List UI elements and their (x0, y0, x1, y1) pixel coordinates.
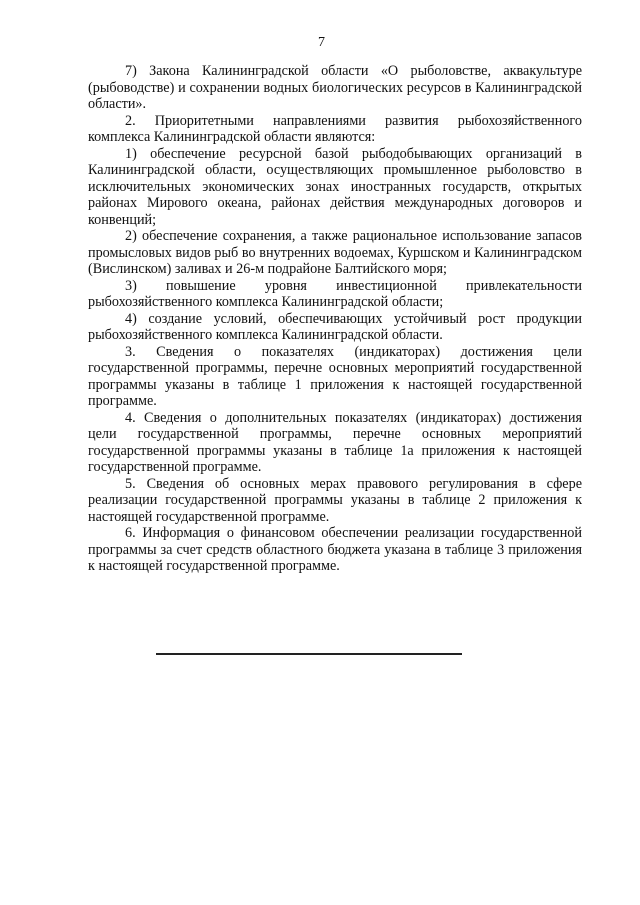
paragraph-priority-2: 2) обеспечение сохранения, а также рациональное использование запасов промысловых видов рыб во внутренних водоемах, Куршском и Калининградском (Вислинском) заливах и 26-м подрайоне Балтийского моря; (88, 228, 582, 277)
paragraph-priority-3: 3) повышение уровня инвестиционной привлекательности рыбохозяйственного комплекса Калининградской области; (88, 277, 582, 310)
paragraph-priority-1: 1) обеспечение ресурсной базой рыбодобывающих организаций в Калининградской области, осуществляющих промышленное рыболовство в исключительных экономических зонах иностранных государств, открытых районах Мирового океана, районах действия международных договоров и конвенций; (88, 145, 582, 228)
document-body (88, 63, 582, 575)
paragraph-section-3: 3. Сведения о показателях (индикаторах) достижения цели государственной программы, перечне основных мероприятий государственной программы указаны в таблице 1 приложения к настоящей государственной программе. (88, 343, 582, 409)
end-divider-line (156, 653, 462, 655)
paragraph-law-item-7: 7) Закона Калининградской области «О рыболовстве, аквакультуре (рыбоводстве) и сохранении водных биологических ресурсов в Калининградской области». (88, 63, 582, 112)
paragraph-section-4: 4. Сведения о дополнительных показателях (индикаторах) достижения цели государственной программы, перечне основных мероприятий государственной программы указаны в таблице 1а приложения к настоящей государственной программе. (88, 409, 582, 475)
paragraph-priorities-intro: 2. Приоритетными направлениями развития рыбохозяйственного комплекса Калининградской области являются: (88, 112, 582, 145)
paragraph-section-6: 6. Информация о финансовом обеспечении реализации государственной программы за счет средств областного бюджета указана в таблице 3 приложения к настоящей государственной программе. (88, 525, 582, 574)
paragraph-section-5: 5. Сведения об основных мерах правового регулирования в сфере реализации государственной программы указаны в таблице 2 приложения к настоящей государственной программе. (88, 475, 582, 525)
page-number: 7 (318, 35, 325, 50)
paragraph-priority-4: 4) создание условий, обеспечивающих устойчивый рост продукции рыбохозяйственного комплекса Калининградской области. (88, 310, 582, 343)
